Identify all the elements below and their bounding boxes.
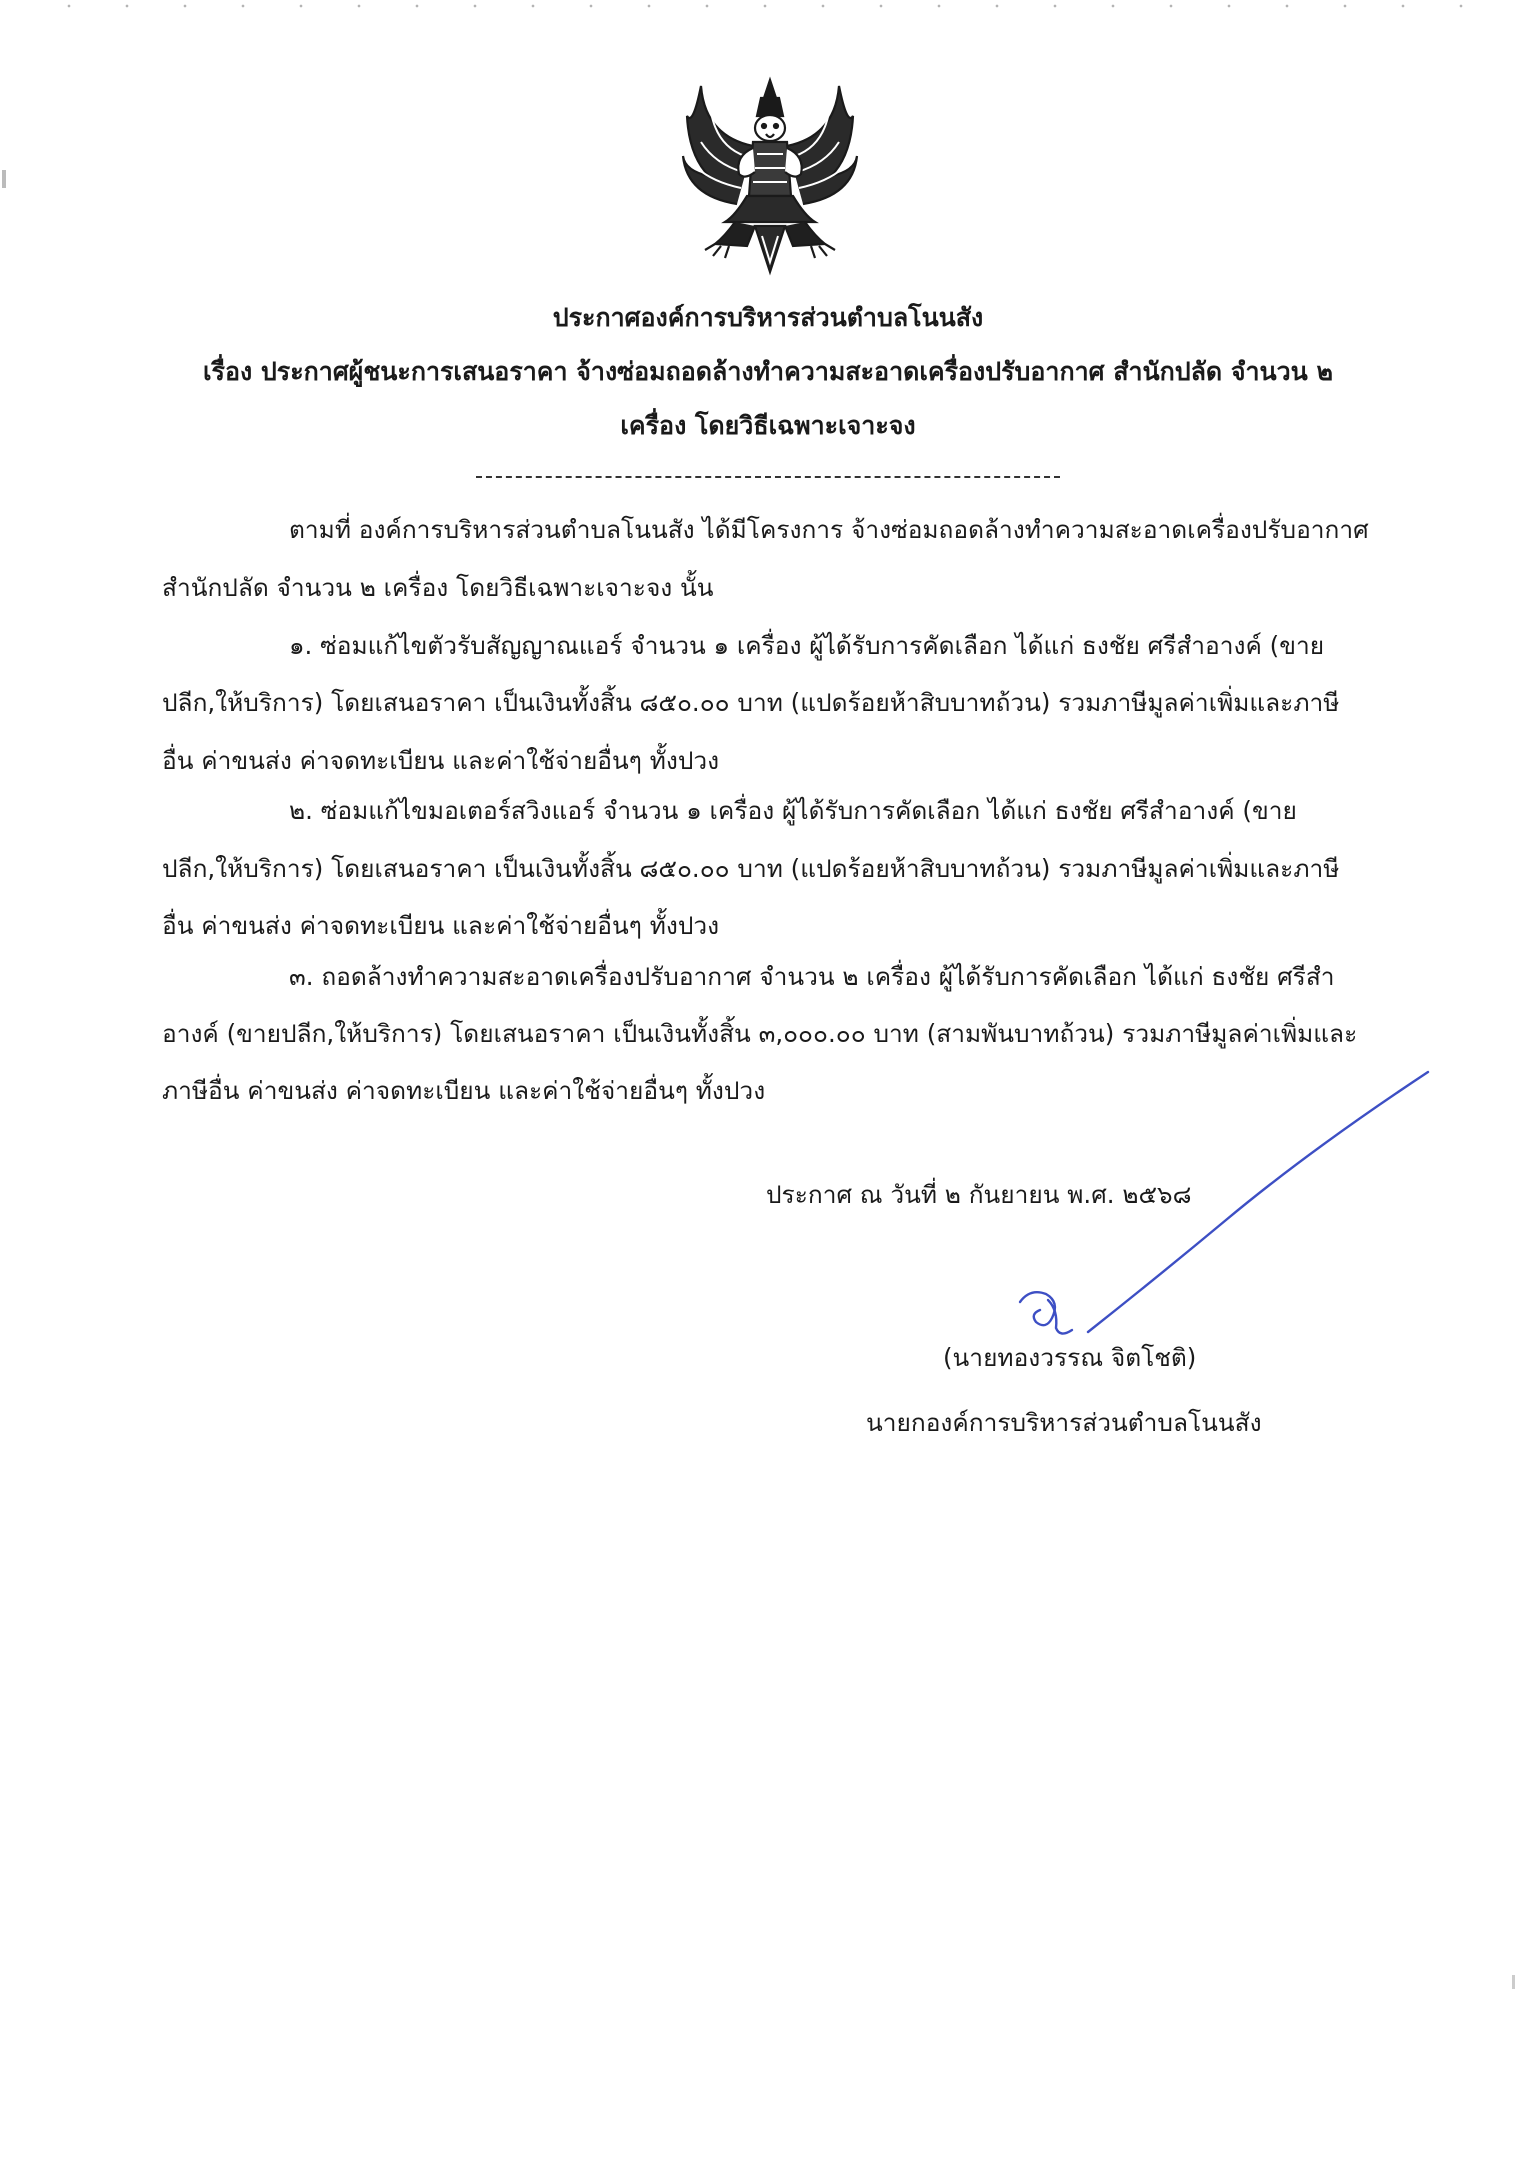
- garuda-emblem-icon: [665, 76, 875, 286]
- scan-artifact: [40, 4, 1496, 8]
- intro-line: สำนักปลัด จำนวน ๒ เครื่อง โดยวิธีเฉพาะเจาะจง นั้น: [162, 573, 714, 602]
- divider: [476, 476, 1060, 478]
- item-line: อางค์ (ขายปลีก,ให้บริการ) โดยเสนอราคา เป็นเงินทั้งสิ้น ๓,๐๐๐.๐๐ บาท (สามพันบาทถ้วน) รวมภาษีมูลค่าเพิ่มและ: [162, 1019, 1358, 1048]
- item-line: อื่น ค่าขนส่ง ค่าจดทะเบียน และค่าใช้จ่ายอื่นๆ ทั้งปวง: [162, 911, 720, 940]
- signer-title: นายกองค์การบริหารส่วนตำบลโนนสัง: [866, 1408, 1262, 1437]
- subject-line: เครื่อง โดยวิธีเฉพาะเจาะจง: [620, 411, 916, 440]
- date-line: ประกาศ ณ วันที่ ๒ กันยายน พ.ศ. ๒๕๖๘: [766, 1180, 1192, 1209]
- subject-line: เรื่อง ประกาศผู้ชนะการเสนอราคา จ้างซ่อมถอดล้างทำความสะอาดเครื่องปรับอากาศ สำนักปลัด จำนวน ๒: [203, 357, 1333, 386]
- item-line: ๒. ซ่อมแก้ไขมอเตอร์สวิงแอร์ จำนวน ๑ เครื่อง ผู้ได้รับการคัดเลือก ได้แก่ ธงชัย ศรีสำอางค์ (ขาย: [289, 796, 1297, 825]
- document-title: ประกาศองค์การบริหารส่วนตำบลโนนสัง: [552, 303, 984, 332]
- item-line: ภาษีอื่น ค่าขนส่ง ค่าจดทะเบียน และค่าใช้จ่ายอื่นๆ ทั้งปวง: [162, 1076, 766, 1105]
- signature-icon: [1010, 1060, 1450, 1340]
- item-line: ปลีก,ให้บริการ) โดยเสนอราคา เป็นเงินทั้งสิ้น ๘๕๐.๐๐ บาท (แปดร้อยห้าสิบบาทถ้วน) รวมภาษีมูลค่าเพิ่มและภาษี: [162, 854, 1340, 883]
- item-line: ๓. ถอดล้างทำความสะอาดเครื่องปรับอากาศ จำนวน ๒ เครื่อง ผู้ได้รับการคัดเลือก ได้แก่ ธงชัย ศรีสำ: [289, 962, 1335, 991]
- item-line: ๑. ซ่อมแก้ไขตัวรับสัญญาณแอร์ จำนวน ๑ เครื่อง ผู้ได้รับการคัดเลือก ได้แก่ ธงชัย ศรีสำอางค์ (ขาย: [289, 631, 1325, 660]
- item-line: ปลีก,ให้บริการ) โดยเสนอราคา เป็นเงินทั้งสิ้น ๘๕๐.๐๐ บาท (แปดร้อยห้าสิบบาทถ้วน) รวมภาษีมูลค่าเพิ่มและภาษี: [162, 688, 1340, 717]
- scan-artifact: [1512, 1975, 1515, 1989]
- scan-artifact: [2, 170, 6, 188]
- signer-name: (นายทองวรรณ จิตโชติ): [943, 1343, 1197, 1372]
- item-line: อื่น ค่าขนส่ง ค่าจดทะเบียน และค่าใช้จ่ายอื่นๆ ทั้งปวง: [162, 746, 720, 775]
- intro-line: ตามที่ องค์การบริหารส่วนตำบลโนนสัง ได้มีโครงการ จ้างซ่อมถอดล้างทำความสะอาดเครื่องปรับอากาศ: [289, 515, 1369, 544]
